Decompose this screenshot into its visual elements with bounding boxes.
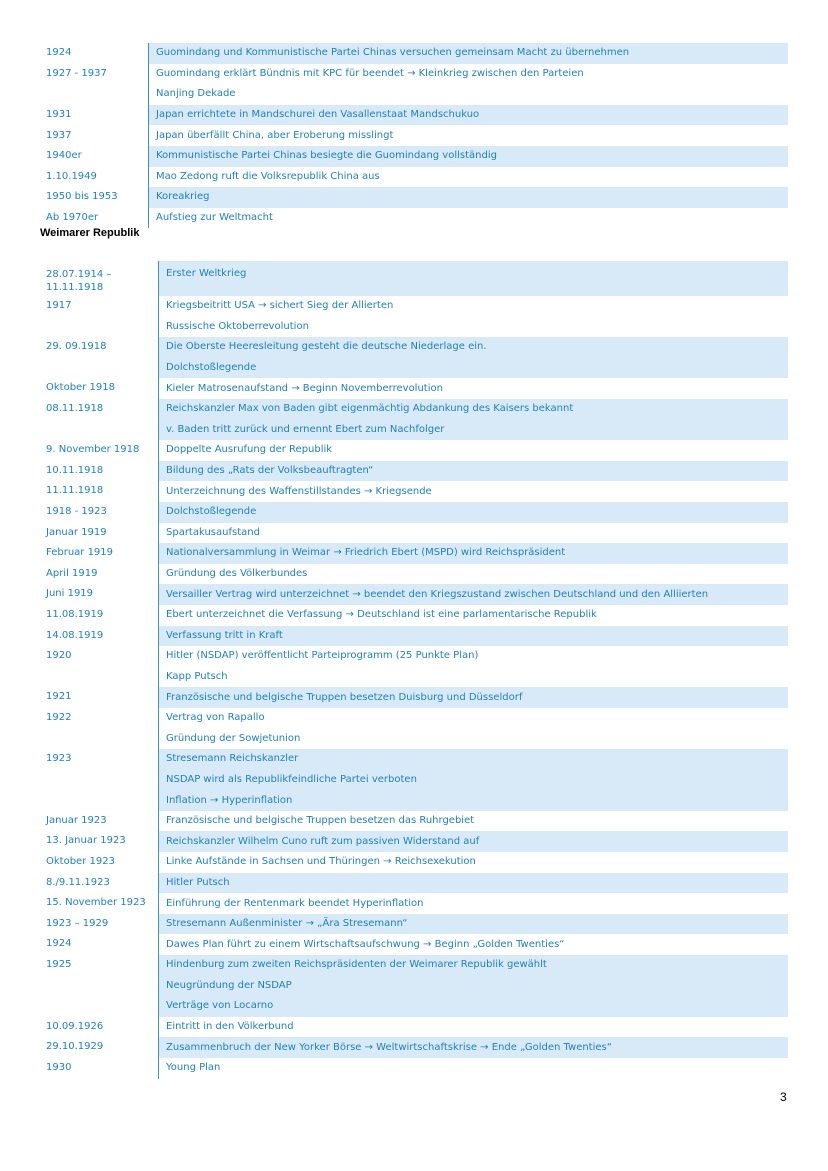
event-cell	[158, 420, 788, 441]
date-text: Januar 1923	[46, 814, 107, 826]
date-cell	[40, 770, 158, 791]
event-text: Gründung der Sowjetunion	[166, 732, 301, 744]
date-cell	[40, 626, 158, 647]
date-cell	[40, 420, 158, 441]
event-text: Vertrag von Rapallo	[166, 712, 265, 724]
event-cell	[158, 893, 788, 914]
event-text: Gründung des Völkerbundes	[166, 568, 308, 580]
event-text: Nanjing Dekade	[156, 88, 236, 100]
date-cell	[40, 955, 158, 976]
event-text: Stresemann Außenminister → „Ära Stresemann“	[166, 918, 408, 930]
table-row	[40, 261, 788, 296]
event-text: Französische und belgische Truppen besetzen Duisburg und Düsseldorf	[166, 691, 523, 703]
event-text: Französische und belgische Truppen besetzen das Ruhrgebiet	[166, 815, 475, 827]
table-row	[40, 626, 788, 647]
table-row	[40, 996, 788, 1017]
date-cell	[40, 1017, 158, 1038]
table-row	[40, 502, 788, 523]
date-text: 1920	[46, 650, 72, 662]
date-text: 1930	[46, 1062, 72, 1074]
table-row	[40, 770, 788, 791]
date-text: 1940er	[46, 150, 82, 162]
event-text: Inflation → Hyperinflation	[166, 794, 293, 806]
table-row	[40, 790, 788, 811]
event-text: Dolchstoßlegende	[166, 506, 257, 518]
event-cell	[158, 317, 788, 338]
date-text: 1917	[46, 300, 72, 312]
event-text: Neugründung der NSDAP	[166, 979, 292, 991]
table-row	[40, 399, 788, 420]
table-row	[40, 914, 788, 935]
date-cell	[40, 146, 148, 167]
date-cell	[40, 543, 158, 564]
date-cell	[40, 728, 158, 749]
date-text: 29.10.1929	[46, 1041, 104, 1053]
date-cell	[40, 976, 158, 997]
date-text: 1950 bis 1953	[46, 191, 118, 203]
event-text: NSDAP wird als Republikfeindliche Partei verboten	[166, 773, 417, 785]
weimar-timeline-table	[40, 261, 788, 1079]
event-text: Bildung des „Rats der Volksbeauftragten“	[166, 465, 374, 477]
table-row	[40, 687, 788, 708]
event-text: Verträge von Locarno	[166, 1000, 274, 1012]
date-cell	[40, 208, 148, 229]
date-cell	[40, 687, 158, 708]
event-cell	[158, 261, 788, 296]
date-text: 1921	[46, 691, 72, 703]
event-text: Kapp Putsch	[166, 670, 228, 682]
date-text: Februar 1919	[46, 547, 114, 559]
table-row	[40, 187, 788, 208]
table-row	[40, 708, 788, 729]
page-number: 3	[780, 1090, 787, 1104]
date-text: Januar 1919	[46, 526, 107, 538]
date-cell	[40, 187, 148, 208]
event-cell	[158, 605, 788, 626]
date-text: 1925	[46, 959, 72, 971]
event-cell	[148, 167, 788, 188]
table-row	[40, 167, 788, 188]
event-text: Dawes Plan führt zu einem Wirtschaftsaufschwung → Beginn „Golden Twenties“	[166, 938, 565, 950]
event-text: Hitler Putsch	[166, 876, 230, 888]
date-cell	[40, 461, 158, 482]
date-text: 1922	[46, 711, 72, 723]
date-cell	[40, 605, 158, 626]
date-text: 1931	[46, 109, 72, 121]
table-row	[40, 378, 788, 399]
event-cell	[148, 187, 788, 208]
table-row	[40, 440, 788, 461]
date-text: Ab 1970er	[46, 212, 99, 224]
date-cell	[40, 337, 158, 358]
table-row	[40, 934, 788, 955]
china-timeline-table	[40, 43, 788, 228]
date-cell	[40, 893, 158, 914]
table-row	[40, 564, 788, 585]
event-text: Japan errichtete in Mandschurei den Vasallenstaat Mandschukuo	[156, 109, 480, 121]
date-text: 9. November 1918	[46, 444, 140, 456]
date-cell	[40, 125, 148, 146]
table-row	[40, 584, 788, 605]
event-text: Reichskanzler Max von Baden gibt eigenmächtig Abdankung des Kaisers bekannt	[166, 403, 574, 415]
event-cell	[158, 626, 788, 647]
table-row	[40, 749, 788, 770]
table-row	[40, 146, 788, 167]
date-cell	[40, 84, 148, 105]
event-cell	[158, 728, 788, 749]
event-cell	[148, 105, 788, 126]
table-row	[40, 1037, 788, 1058]
date-cell	[40, 667, 158, 688]
event-cell	[158, 1017, 788, 1038]
table-row	[40, 523, 788, 544]
table-row	[40, 125, 788, 146]
date-text: 10.11.1918	[46, 464, 104, 476]
date-text: 11.11.1918	[46, 485, 104, 497]
date-cell	[40, 296, 158, 317]
date-cell	[40, 708, 158, 729]
table-row	[40, 358, 788, 379]
date-cell	[40, 64, 148, 85]
event-cell	[158, 399, 788, 420]
table-row	[40, 543, 788, 564]
date-text: 15. November 1923	[46, 897, 146, 909]
date-text: 1924	[46, 47, 72, 59]
table-row	[40, 420, 788, 441]
event-cell	[158, 378, 788, 399]
table-row	[40, 337, 788, 358]
event-cell	[158, 770, 788, 791]
date-text: 8./9.11.1923	[46, 876, 110, 888]
event-text: Reichskanzler Wilhelm Cuno ruft zum passiven Widerstand auf	[166, 835, 480, 847]
table-row	[40, 831, 788, 852]
date-cell	[40, 358, 158, 379]
date-text: 1923	[46, 753, 72, 765]
date-text: Oktober 1923	[46, 856, 115, 868]
event-text: Koreakrieg	[156, 191, 210, 203]
table-row	[40, 296, 788, 317]
date-cell	[40, 914, 158, 935]
date-cell	[40, 873, 158, 894]
date-cell	[40, 564, 158, 585]
event-text: Eintritt in den Völkerbund	[166, 1021, 294, 1033]
date-cell	[40, 749, 158, 770]
date-cell	[40, 399, 158, 420]
event-text: Einführung der Rentenmark beendet Hyperinflation	[166, 897, 424, 909]
date-text: 1937	[46, 129, 72, 141]
event-text: Nationalversammlung in Weimar → Friedrich Ebert (MSPD) wird Reichspräsident	[166, 547, 566, 559]
event-cell	[158, 461, 788, 482]
event-cell	[158, 296, 788, 317]
event-text: Russische Oktoberrevolution	[166, 320, 309, 332]
event-cell	[158, 934, 788, 955]
date-text: 1927 - 1937	[46, 67, 107, 79]
event-text: Aufstieg zur Weltmacht	[156, 212, 273, 224]
date-cell	[40, 811, 158, 832]
date-text: 29. 09.1918	[46, 341, 107, 353]
event-text: Japan überfällt China, aber Eroberung misslingt	[156, 129, 394, 141]
event-text: Guomindang und Kommunistische Partei Chinas versuchen gemeinsam Macht zu übernehmen	[156, 47, 630, 59]
date-cell	[40, 790, 158, 811]
event-cell	[158, 996, 788, 1017]
event-cell	[148, 64, 788, 85]
event-cell	[158, 481, 788, 502]
date-text: 1923 – 1929	[46, 917, 109, 929]
event-text: Versailler Vertrag wird unterzeichnet → beendet den Kriegszustand zwischen Deutschland und den Alliierten	[166, 588, 709, 600]
event-cell	[148, 84, 788, 105]
event-cell	[148, 43, 788, 64]
date-cell	[40, 1058, 158, 1079]
date-text: Juni 1919	[46, 588, 94, 600]
event-text: Die Oberste Heeresleitung gesteht die deutsche Niederlage ein.	[166, 341, 487, 353]
date-text: 08.11.1918	[46, 403, 104, 415]
event-cell	[158, 749, 788, 770]
event-cell	[158, 1037, 788, 1058]
date-cell	[40, 440, 158, 461]
event-text: Kieler Matrosenaufstand → Beginn Novemberrevolution	[166, 382, 443, 394]
event-cell	[158, 337, 788, 358]
event-cell	[158, 502, 788, 523]
date-text: 1.10.1949	[46, 170, 97, 182]
event-cell	[158, 584, 788, 605]
date-cell	[40, 481, 158, 502]
table-row	[40, 893, 788, 914]
table-row	[40, 208, 788, 229]
date-text: 11.08.1919	[46, 608, 104, 620]
event-text: v. Baden tritt zurück und ernennt Ebert zum Nachfolger	[166, 423, 445, 435]
event-cell	[158, 440, 788, 461]
event-text: Erster Weltkrieg	[166, 268, 247, 279]
table-row	[40, 64, 788, 85]
event-cell	[158, 811, 788, 832]
event-cell	[158, 914, 788, 935]
event-text: Verfassung tritt in Kraft	[166, 629, 283, 641]
event-cell	[158, 708, 788, 729]
date-cell	[40, 317, 158, 338]
date-cell	[40, 996, 158, 1017]
event-text: Young Plan	[166, 1062, 221, 1074]
event-cell	[158, 831, 788, 852]
date-text: 14.08.1919	[46, 629, 104, 641]
event-text: Linke Aufstände in Sachsen und Thüringen → Reichsexekution	[166, 856, 476, 868]
date-cell	[40, 831, 158, 852]
event-cell	[158, 358, 788, 379]
date-cell	[40, 502, 158, 523]
date-cell	[40, 167, 148, 188]
event-cell	[148, 208, 788, 229]
event-text: Stresemann Reichskanzler	[166, 753, 299, 765]
section-heading: Weimarer Republik	[40, 227, 140, 239]
event-cell	[148, 146, 788, 167]
table-row	[40, 1017, 788, 1038]
event-text: Guomindang erklärt Bündnis mit KPC für beendet → Kleinkrieg zwischen den Parteien	[156, 67, 584, 79]
date-text: April 1919	[46, 567, 98, 579]
table-row	[40, 873, 788, 894]
event-text: Kriegsbeitritt USA → sichert Sieg der Allierten	[166, 300, 394, 312]
table-row	[40, 1058, 788, 1079]
date-text: Oktober 1918	[46, 382, 115, 394]
table-row	[40, 852, 788, 873]
table-row	[40, 955, 788, 976]
date-cell	[40, 43, 148, 64]
date-cell	[40, 934, 158, 955]
event-cell	[158, 955, 788, 976]
event-text: Zusammenbruch der New Yorker Börse → Weltwirtschaftskrise → Ende „Golden Twenties“	[166, 1041, 612, 1053]
event-text: Kommunistische Partei Chinas besiegte die Guomindang vollständig	[156, 150, 497, 162]
date-cell	[40, 646, 158, 667]
table-row	[40, 605, 788, 626]
table-row	[40, 43, 788, 64]
event-text: Unterzeichnung des Waffenstillstandes → Kriegsende	[166, 485, 432, 497]
table-row	[40, 667, 788, 688]
event-cell	[158, 687, 788, 708]
event-cell	[148, 125, 788, 146]
table-row	[40, 105, 788, 126]
table-row	[40, 84, 788, 105]
table-row	[40, 976, 788, 997]
table-row	[40, 811, 788, 832]
date-cell	[40, 261, 158, 296]
event-text: Doppelte Ausrufung der Republik	[166, 444, 333, 456]
event-text: Mao Zedong ruft die Volksrepublik China aus	[156, 170, 380, 182]
event-text: Hitler (NSDAP) veröffentlicht Parteiprogramm (25 Punkte Plan)	[166, 650, 479, 662]
table-row	[40, 481, 788, 502]
date-text: 13. Januar 1923	[46, 835, 126, 847]
event-cell	[158, 1058, 788, 1079]
event-cell	[158, 873, 788, 894]
date-text: 10.09.1926	[46, 1020, 104, 1032]
date-text: 28.07.1914 – 11.11.1918	[46, 269, 112, 293]
event-text: Dolchstoßlegende	[166, 362, 257, 374]
date-text: 1924	[46, 938, 72, 950]
date-cell	[40, 584, 158, 605]
event-text: Spartakusaufstand	[166, 526, 260, 538]
event-text: Hindenburg zum zweiten Reichspräsidenten der Weimarer Republik gewählt	[166, 959, 547, 971]
event-cell	[158, 790, 788, 811]
date-cell	[40, 1037, 158, 1058]
event-cell	[158, 852, 788, 873]
event-cell	[158, 976, 788, 997]
date-cell	[40, 378, 158, 399]
date-cell	[40, 852, 158, 873]
event-cell	[158, 564, 788, 585]
event-cell	[158, 667, 788, 688]
table-row	[40, 461, 788, 482]
table-row	[40, 646, 788, 667]
event-cell	[158, 523, 788, 544]
event-cell	[158, 543, 788, 564]
table-row	[40, 317, 788, 338]
event-text: Ebert unterzeichnet die Verfassung → Deutschland ist eine parlamentarische Republik	[166, 609, 597, 621]
date-cell	[40, 523, 158, 544]
event-cell	[158, 646, 788, 667]
table-row	[40, 728, 788, 749]
date-cell	[40, 105, 148, 126]
date-text: 1918 - 1923	[46, 505, 107, 517]
